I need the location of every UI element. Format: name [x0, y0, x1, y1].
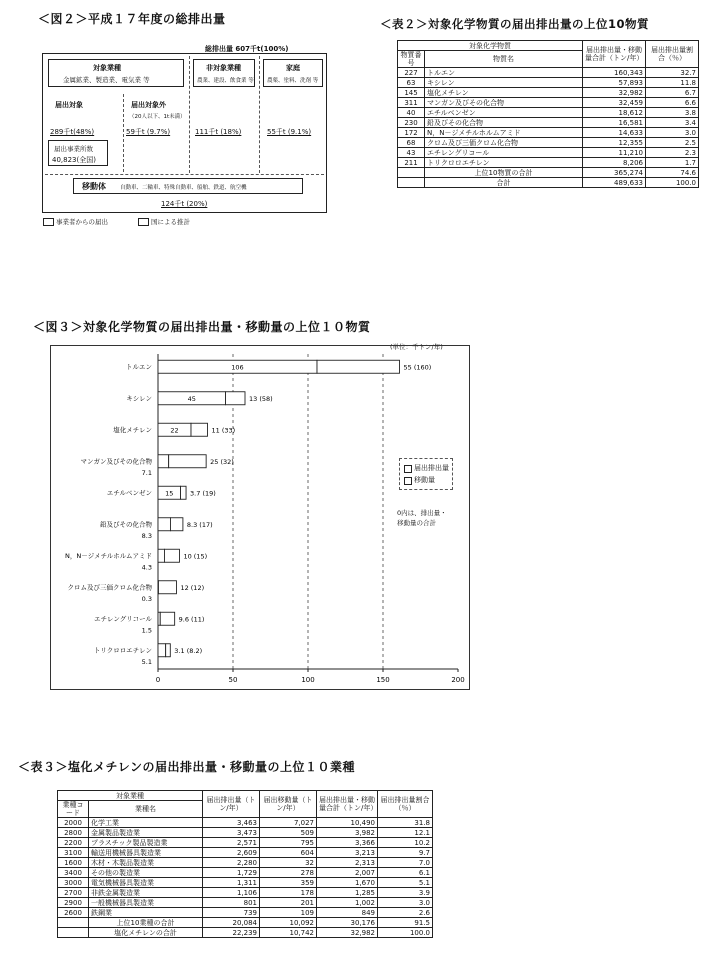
household-value: 55千t (9.1%)	[267, 128, 312, 136]
table2-cell-ratio: 6.7	[646, 88, 699, 98]
fig3-chart-frame	[50, 345, 470, 690]
fig3-note-line2: 移動量の合計	[397, 519, 436, 527]
category-label: エチルベンゼン	[106, 488, 152, 497]
table3-cell-transfer: 604	[260, 848, 317, 858]
table-row	[58, 858, 433, 868]
not-reported-label: 届出対象外	[131, 101, 166, 109]
table3-group-header: 対象業種	[58, 791, 203, 801]
table2-sum10-ratio: 74.6	[646, 168, 699, 178]
table2-cell-amount: 8,206	[583, 158, 646, 168]
emission-label: 1.5	[141, 626, 152, 635]
table3-cell-code: 2000	[58, 818, 89, 828]
transfer-label: 13 (58)	[249, 394, 273, 403]
fig3-title: ＜図３＞対象化学物質の届出排出量・移動量の上位１０物質	[33, 320, 371, 334]
bar-transfer	[164, 549, 179, 562]
table2-cell-ratio: 1.7	[646, 158, 699, 168]
not-reported-sub: （20人以下、1t未満）	[129, 114, 186, 120]
table3-cell-code: 3000	[58, 878, 89, 888]
household-sub: 農薬、塗料、洗剤 等	[267, 78, 319, 84]
table2-cell-ratio: 2.5	[646, 138, 699, 148]
table2-cell-name: 鉛及びその化合物	[425, 118, 583, 128]
table3-total-ratio: 100.0	[378, 928, 433, 938]
table3-cell-ratio: 9.7	[378, 848, 433, 858]
table3-cell-name: 輸送用機械器具製造業	[89, 848, 203, 858]
mobile-box	[73, 178, 303, 194]
legend-label-a: 事業者からの届出	[56, 218, 108, 226]
x-tick-label: 100	[301, 676, 315, 684]
table3-cell-code: 1600	[58, 858, 89, 868]
table2-cell-no: 63	[398, 78, 425, 88]
table2-sum10-blank	[398, 168, 425, 178]
table3-header-transfer: 届出移動量（トン/年）	[260, 791, 317, 818]
legend-emission-label: 届出排出量	[414, 464, 449, 472]
legend-box-b	[138, 218, 149, 226]
table3-cell-name: 化学工業	[89, 818, 203, 828]
table3-cell-total: 1,670	[317, 878, 378, 888]
table2-cell-name: トリクロロエチレン	[425, 158, 583, 168]
table3-cell-emission: 1,729	[203, 868, 260, 878]
reported-label: 届出対象	[55, 101, 83, 109]
table3-total-transfer: 10,742	[260, 928, 317, 938]
x-tick-label: 200	[451, 676, 465, 684]
table3-cell-emission: 801	[203, 898, 260, 908]
bar-emission	[158, 455, 169, 468]
table3-cell-transfer: 278	[260, 868, 317, 878]
transfer-label: 3.7 (19)	[190, 489, 216, 498]
table3-sum10-blank	[58, 918, 89, 928]
table3-cell-ratio: 12.1	[378, 828, 433, 838]
target-industry-sub: 金属鉱業、製造業、電気業 等	[63, 76, 150, 84]
table2-cell-ratio: 11.8	[646, 78, 699, 88]
mobile-sub: 自動車、二輪車、特殊自動車、船舶、鉄道、航空機	[120, 185, 247, 191]
table2-cell-amount: 14,633	[583, 128, 646, 138]
table2-sum10-amount: 365,274	[583, 168, 646, 178]
table3-cell-transfer: 795	[260, 838, 317, 848]
table3-cell-name: その他の製造業	[89, 868, 203, 878]
bar-transfer	[181, 486, 187, 499]
legend-emission-swatch	[404, 465, 412, 473]
transfer-label: 55 (160)	[403, 363, 432, 372]
table2-sum10-label: 上位10物質の合計	[425, 168, 583, 178]
table2-cell-ratio: 6.6	[646, 98, 699, 108]
table2-total-blank	[398, 178, 425, 188]
fig2-divider	[259, 56, 260, 173]
table3-cell-emission: 2,571	[203, 838, 260, 848]
table2	[397, 40, 699, 188]
nontarget-industry-label: 非対象業種	[206, 64, 241, 72]
table2-cell-ratio: 3.8	[646, 108, 699, 118]
table2-cell-no: 230	[398, 118, 425, 128]
table2-cell-amount: 32,982	[583, 88, 646, 98]
table-row	[58, 878, 433, 888]
category-label: トルエン	[126, 362, 152, 371]
table3-cell-emission: 1,106	[203, 888, 260, 898]
table2-cell-name: クロム及び三価クロム化合物	[425, 138, 583, 148]
table3-cell-emission: 2,609	[203, 848, 260, 858]
table2-cell-amount: 12,355	[583, 138, 646, 148]
table2-cell-no: 172	[398, 128, 425, 138]
table3-cell-emission: 1,311	[203, 878, 260, 888]
reported-value: 289千t(48%)	[50, 128, 95, 136]
target-industry-box	[48, 59, 184, 87]
table-row	[58, 868, 433, 878]
table-row	[58, 828, 433, 838]
table3-cell-total: 849	[317, 908, 378, 918]
table-row	[398, 148, 699, 158]
table-row	[58, 838, 433, 848]
household-label: 家庭	[286, 64, 300, 72]
target-industry-label: 対象業種	[93, 64, 121, 72]
table2-cell-name: トルエン	[425, 68, 583, 78]
table3-header-total: 届出排出量・移動量合計（トン/年）	[317, 791, 378, 818]
table3-cell-ratio: 5.1	[378, 878, 433, 888]
table3-title: ＜表３＞塩化メチレンの届出排出量・移動量の上位１０業種	[18, 760, 355, 774]
category-label: 鉛及びその化合物	[100, 520, 152, 529]
table3-cell-transfer: 201	[260, 898, 317, 908]
table3-cell-total: 3,213	[317, 848, 378, 858]
table3-cell-ratio: 2.6	[378, 908, 433, 918]
table3-cell-ratio: 10.2	[378, 838, 433, 848]
transfer-label: 8.3 (17)	[186, 520, 213, 529]
bar-emission	[158, 644, 166, 657]
table3-cell-emission: 739	[203, 908, 260, 918]
category-label: トリクロロエチレン	[93, 646, 152, 655]
table3-cell-name: 電気機械器具製造業	[89, 878, 203, 888]
table3-cell-total: 10,490	[317, 818, 378, 828]
transfer-label: 25 (32)	[210, 457, 234, 466]
mobile-value: 124千t (20%)	[161, 200, 208, 208]
fig3-unit: (単位：千トン/年)	[390, 343, 443, 351]
table3-cell-code: 2800	[58, 828, 89, 838]
table3-cell-emission: 3,473	[203, 828, 260, 838]
legend-box-a	[43, 218, 54, 226]
facilities-label: 届出事業所数	[54, 145, 93, 153]
table3-cell-total: 1,285	[317, 888, 378, 898]
table3-cell-total: 1,002	[317, 898, 378, 908]
table2-cell-name: エチルベンゼン	[425, 108, 583, 118]
table3-cell-transfer: 109	[260, 908, 317, 918]
bar-transfer	[166, 644, 171, 657]
table2-cell-no: 40	[398, 108, 425, 118]
table2-cell-amount: 16,581	[583, 118, 646, 128]
table2-cell-no: 227	[398, 68, 425, 78]
table2-total-ratio: 100.0	[646, 178, 699, 188]
table3-cell-emission: 2,280	[203, 858, 260, 868]
category-label: マンガン及びその化合物	[80, 457, 152, 466]
nontarget-industry-sub: 農業、建設、飲食業 等	[197, 78, 254, 84]
table2-group-header: 対象化学物質	[398, 41, 583, 51]
table3-sum10-emission: 20,084	[203, 918, 260, 928]
table3-total-total: 32,982	[317, 928, 378, 938]
not-reported-value: 59千t (9.7%)	[126, 128, 171, 136]
table-row	[398, 128, 699, 138]
table3-cell-ratio: 31.8	[378, 818, 433, 828]
legend-transfer-swatch	[404, 477, 412, 485]
table2-cell-ratio: 2.3	[646, 148, 699, 158]
table3-cell-transfer: 359	[260, 878, 317, 888]
table3-cell-code: 2900	[58, 898, 89, 908]
table2-cell-name: マンガン及びその化合物	[425, 98, 583, 108]
table3-cell-name: 金属製品製造業	[89, 828, 203, 838]
table3-header-ratio: 届出排出量割合（％）	[378, 791, 433, 818]
table-row	[398, 88, 699, 98]
bar-transfer	[226, 392, 246, 405]
table2-header-amount: 届出排出量・移動量合計（トン/年）	[583, 41, 646, 68]
table3-cell-transfer: 32	[260, 858, 317, 868]
facilities-value: 40,823(全国)	[52, 156, 96, 164]
transfer-label: 3.1 (8.2)	[174, 646, 203, 655]
fig2-total: 総排出量 607千t(100%)	[205, 45, 289, 53]
transfer-label: 10 (15)	[183, 552, 208, 561]
table2-cell-no: 311	[398, 98, 425, 108]
table3-cell-name: プラスチック製品製造業	[89, 838, 203, 848]
category-label: エチレングリコール	[94, 614, 152, 623]
table2-cell-amount: 11,210	[583, 148, 646, 158]
x-tick-label: 50	[228, 676, 238, 684]
table2-total-label: 合計	[425, 178, 583, 188]
fig2-divider	[189, 56, 190, 173]
table3-total-emission: 22,239	[203, 928, 260, 938]
table2-cell-amount: 32,459	[583, 98, 646, 108]
fig2-diagram	[42, 53, 327, 213]
table3-cell-code: 2700	[58, 888, 89, 898]
emission-label: 0.3	[141, 594, 152, 603]
table3-sum10-total: 30,176	[317, 918, 378, 928]
table3-cell-emission: 3,463	[203, 818, 260, 828]
emission-label: 5.1	[141, 657, 152, 666]
legend-label-b: 国による推計	[151, 218, 190, 226]
facilities-box	[48, 140, 108, 166]
table3-cell-code: 3100	[58, 848, 89, 858]
emission-label: 22	[170, 426, 179, 435]
table2-cell-ratio: 32.7	[646, 68, 699, 78]
transfer-label: 9.6 (11)	[178, 615, 205, 624]
table2-cell-no: 145	[398, 88, 425, 98]
fig3-note-line1: 0内は、排出量・	[397, 509, 447, 517]
bar-transfer	[169, 455, 207, 468]
table3-cell-name: 鉄鋼業	[89, 908, 203, 918]
emission-label: 7.1	[141, 468, 152, 477]
table3-header-code: 業種コード	[58, 801, 89, 818]
category-label: 塩化メチレン	[113, 425, 152, 434]
table3-cell-total: 3,366	[317, 838, 378, 848]
category-label: キシレン	[126, 394, 152, 403]
table3	[57, 790, 433, 938]
fig2-divider	[45, 174, 324, 175]
table3-cell-name: 一般機械器具製造業	[89, 898, 203, 908]
table-row	[58, 908, 433, 918]
table-row	[398, 98, 699, 108]
emission-label: 45	[187, 394, 196, 403]
bar-transfer	[158, 581, 176, 594]
table2-cell-no: 68	[398, 138, 425, 148]
table2-cell-amount: 18,612	[583, 108, 646, 118]
bar-transfer	[160, 612, 174, 625]
table2-cell-name: 塩化メチレン	[425, 88, 583, 98]
table2-cell-amount: 57,893	[583, 78, 646, 88]
nontarget-industry-box	[193, 59, 255, 87]
table2-total-amount: 489,633	[583, 178, 646, 188]
table3-cell-code: 3400	[58, 868, 89, 878]
table-row	[398, 68, 699, 78]
bar-emission	[158, 518, 170, 531]
table3-cell-code: 2600	[58, 908, 89, 918]
mobile-label: 移動体	[82, 182, 106, 191]
fig3-legend	[399, 458, 453, 490]
table2-cell-no: 211	[398, 158, 425, 168]
bar-emission	[158, 549, 164, 562]
table2-cell-ratio: 3.0	[646, 128, 699, 138]
table-row	[398, 108, 699, 118]
table2-title: ＜表２＞対象化学物質の届出排出量の上位10物質	[380, 17, 650, 31]
table-row	[58, 888, 433, 898]
nontarget-value: 111千t (18%)	[195, 128, 242, 136]
table3-cell-total: 2,313	[317, 858, 378, 868]
transfer-label: 11 (33)	[211, 426, 236, 435]
table3-header-emission: 届出排出量（トン/年）	[203, 791, 260, 818]
table-row	[398, 78, 699, 88]
bar-transfer	[317, 360, 400, 373]
table3-cell-transfer: 178	[260, 888, 317, 898]
table2-cell-name: N，N－ジメチルホルムアミド	[425, 128, 583, 138]
table3-cell-ratio: 3.0	[378, 898, 433, 908]
table3-cell-ratio: 6.1	[378, 868, 433, 878]
table3-sum10-label: 上位10業種の合計	[89, 918, 203, 928]
table3-sum10-ratio: 91.5	[378, 918, 433, 928]
table3-cell-name: 非鉄金属製造業	[89, 888, 203, 898]
table3-total-blank	[58, 928, 89, 938]
x-tick-label: 0	[155, 676, 161, 684]
table3-cell-transfer: 509	[260, 828, 317, 838]
table2-cell-name: キシレン	[425, 78, 583, 88]
table2-cell-ratio: 3.4	[646, 118, 699, 128]
table2-cell-no: 43	[398, 148, 425, 158]
table3-header-name: 業種名	[89, 801, 203, 818]
table3-cell-ratio: 7.0	[378, 858, 433, 868]
x-tick-label: 150	[376, 676, 390, 684]
table3-cell-code: 2200	[58, 838, 89, 848]
bar-transfer	[191, 423, 208, 436]
table-row	[398, 158, 699, 168]
table-row	[58, 898, 433, 908]
legend-transfer-label: 移動量	[414, 476, 435, 484]
table-row	[398, 138, 699, 148]
table3-cell-transfer: 7,027	[260, 818, 317, 828]
table2-header-name: 物質名	[425, 51, 583, 68]
emission-label: 106	[231, 363, 244, 372]
category-label: N，N－ジメチルホルムアミド	[65, 551, 152, 560]
emission-label: 4.3	[141, 563, 152, 572]
table2-header-no: 物質番号	[398, 51, 425, 68]
table3-cell-total: 2,007	[317, 868, 378, 878]
table3-cell-name: 木材・木製品製造業	[89, 858, 203, 868]
emission-label: 15	[165, 489, 174, 498]
category-label: クロム及び三価クロム化合物	[67, 583, 152, 592]
table3-sum10-transfer: 10,092	[260, 918, 317, 928]
transfer-label: 12 (12)	[180, 583, 205, 592]
table3-cell-total: 3,982	[317, 828, 378, 838]
household-box	[263, 59, 323, 87]
fig2-divider	[123, 94, 124, 172]
table2-header-ratio: 届出排出量割合（％）	[646, 41, 699, 68]
fig2-title: ＜図２＞平成１７年度の総排出量	[38, 12, 226, 26]
table3-cell-ratio: 3.9	[378, 888, 433, 898]
emission-label: 8.3	[141, 531, 152, 540]
table2-cell-name: エチレングリコール	[425, 148, 583, 158]
table2-cell-amount: 160,343	[583, 68, 646, 78]
table-row	[58, 818, 433, 828]
table3-total-label: 塩化メチレンの合計	[89, 928, 203, 938]
bar-transfer	[170, 518, 182, 531]
table-row	[58, 848, 433, 858]
table-row	[398, 118, 699, 128]
